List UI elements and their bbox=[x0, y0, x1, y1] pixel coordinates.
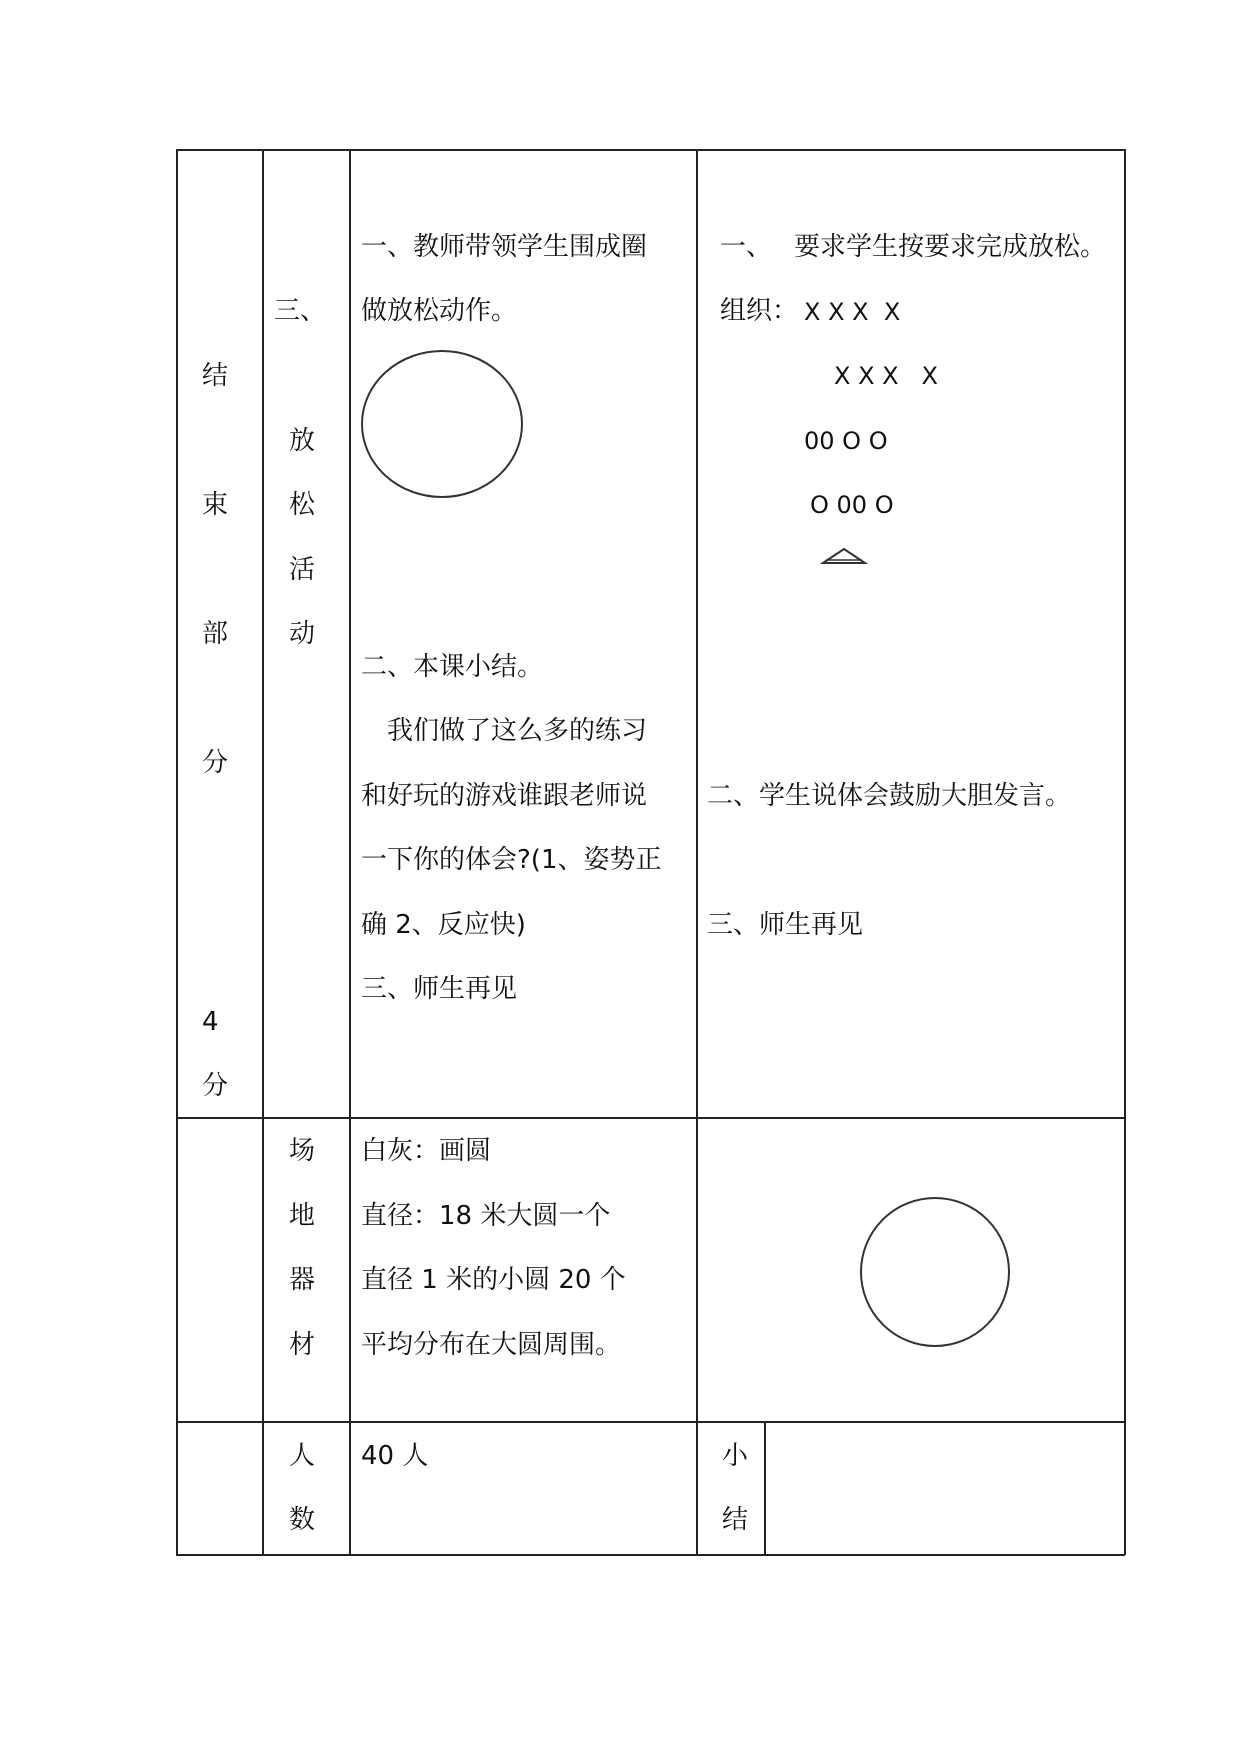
field-circle bbox=[858, 1195, 1012, 1349]
teacher-farewell: 三、师生再见 bbox=[361, 974, 518, 1004]
section-label-char: 分 bbox=[202, 748, 229, 778]
col-divider-4 bbox=[764, 1421, 766, 1555]
organization-label: 组织： bbox=[720, 296, 799, 326]
col-divider-1 bbox=[262, 149, 264, 1555]
part-label-char: 活 bbox=[289, 555, 316, 585]
student-line-1-text: 要求学生按要求完成放松。 bbox=[794, 232, 1107, 262]
part-label-char: 动 bbox=[289, 619, 316, 649]
summary-line: 我们做了这么多的练习 bbox=[361, 716, 648, 746]
organization-row: X X X X bbox=[834, 362, 938, 390]
section-label-char: 结 bbox=[202, 361, 229, 391]
part-label-char: 松 bbox=[289, 490, 316, 520]
part-label-char: 放 bbox=[289, 426, 316, 456]
col-divider-2 bbox=[349, 149, 351, 1555]
section-time-unit: 分 bbox=[202, 1071, 229, 1101]
venue-label-char: 器 bbox=[289, 1265, 316, 1295]
formation-circle bbox=[360, 349, 524, 501]
part-number: 三、 bbox=[274, 296, 327, 326]
section-label-char: 束 bbox=[202, 490, 229, 520]
organization-row: 00 O O bbox=[804, 427, 888, 455]
student-line-3: 三、师生再见 bbox=[707, 910, 864, 940]
count-label-char: 人 bbox=[289, 1441, 316, 1471]
count-label-char: 数 bbox=[289, 1505, 316, 1535]
table-right-border bbox=[1124, 149, 1126, 1555]
summary-label-char: 结 bbox=[722, 1505, 749, 1535]
student-line-2: 二、学生说体会鼓励大胆发言。 bbox=[707, 781, 1072, 811]
venue-label-char: 场 bbox=[289, 1136, 316, 1166]
table-left-border bbox=[176, 149, 178, 1555]
venue-line: 平均分布在大圆周围。 bbox=[361, 1330, 622, 1360]
summary-title: 二、本课小结。 bbox=[361, 652, 544, 682]
organization-row: O 00 O bbox=[810, 491, 894, 519]
row-divider-1 bbox=[176, 1117, 1125, 1119]
venue-line: 直径 1 米的小圆 20 个 bbox=[361, 1265, 626, 1295]
venue-line: 直径：18 米大圆一个 bbox=[361, 1201, 611, 1231]
teacher-line-1: 一、教师带领学生围成圈 bbox=[361, 232, 648, 262]
col-divider-3 bbox=[696, 149, 698, 1555]
summary-line: 确 2、反应快) bbox=[361, 910, 526, 940]
summary-line: 一下你的体会?(1、姿势正 bbox=[361, 845, 662, 875]
table-bottom-border bbox=[176, 1554, 1125, 1556]
venue-line: 白灰：画圆 bbox=[361, 1136, 492, 1166]
venue-label-char: 地 bbox=[289, 1201, 316, 1231]
summary-line: 和好玩的游戏谁跟老师说 bbox=[361, 781, 648, 811]
row-divider-2 bbox=[176, 1421, 1125, 1423]
table-top-border bbox=[176, 149, 1125, 151]
teacher-triangle-icon bbox=[820, 545, 868, 565]
section-label-char: 部 bbox=[202, 619, 229, 649]
student-line-1-number: 一、 bbox=[720, 232, 773, 262]
section-time-value: 4 bbox=[202, 1007, 219, 1037]
summary-label-char: 小 bbox=[722, 1441, 749, 1471]
teacher-line-2: 做放松动作。 bbox=[361, 296, 518, 326]
venue-label-char: 材 bbox=[289, 1330, 316, 1360]
organization-row: X X X X bbox=[804, 298, 901, 326]
count-value: 40 人 bbox=[361, 1441, 429, 1471]
